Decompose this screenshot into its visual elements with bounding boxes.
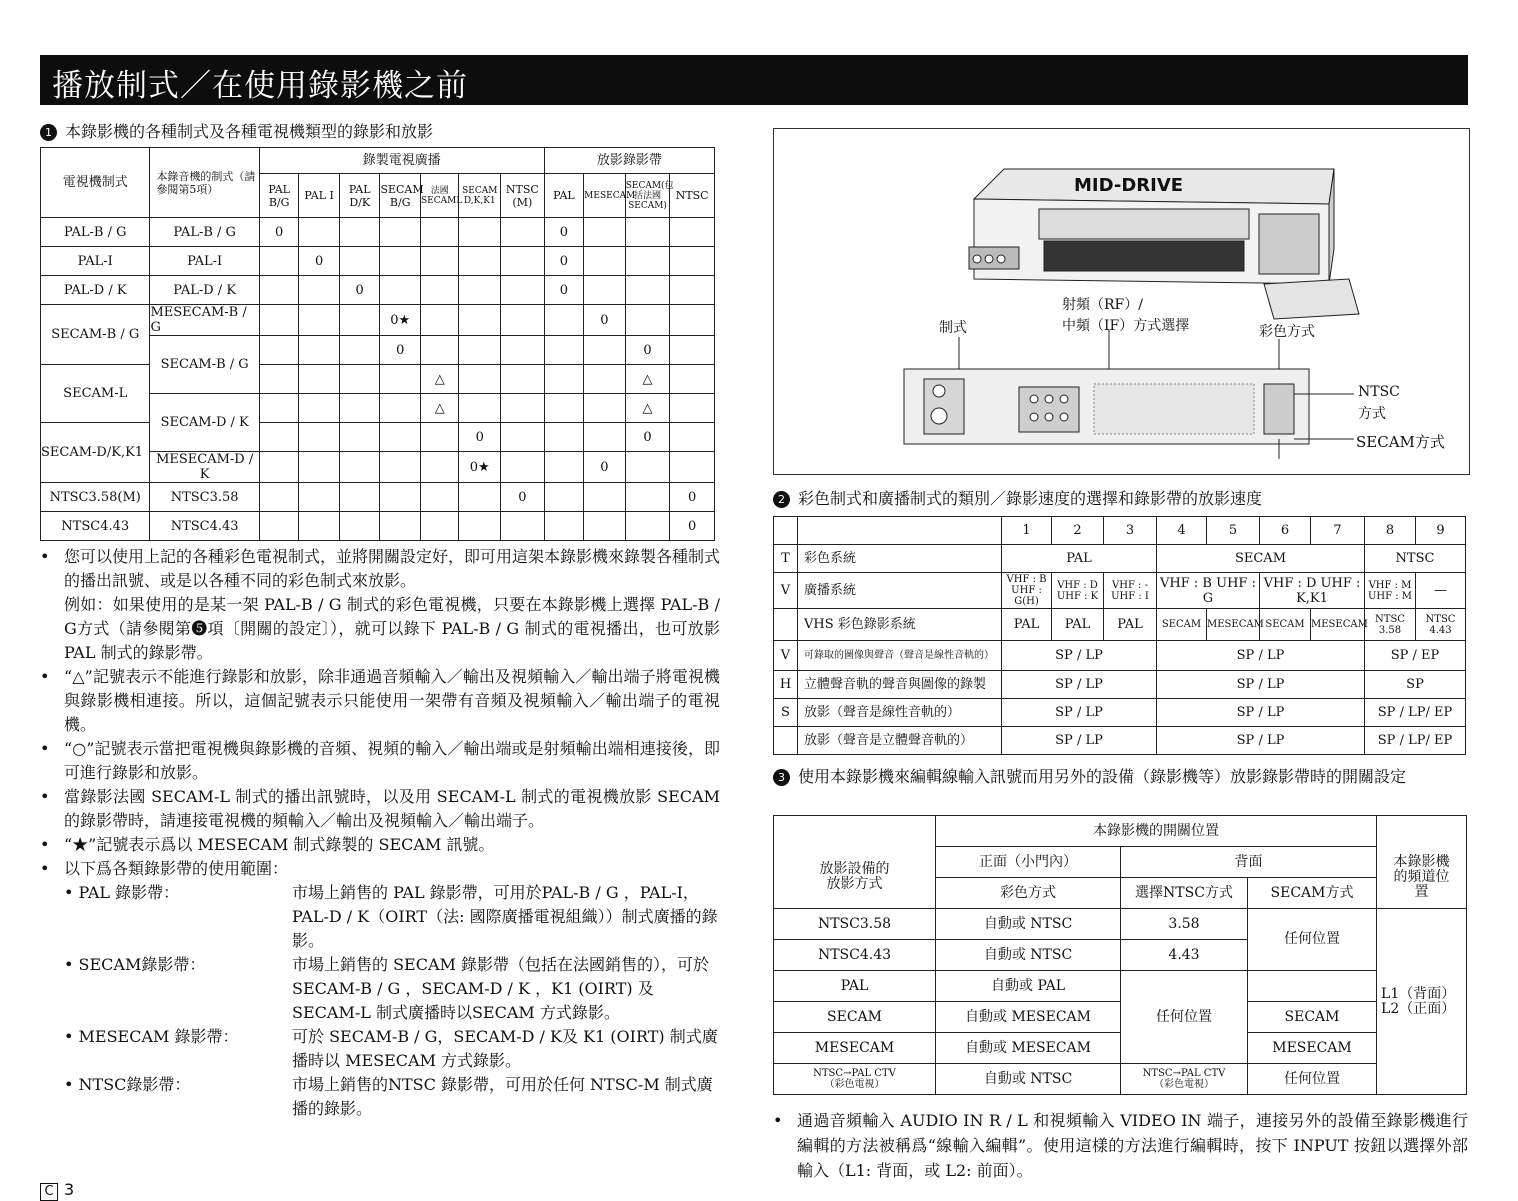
row-label: 廣播系統	[798, 573, 1002, 609]
col-num: 1	[1002, 517, 1052, 545]
col-num: 6	[1260, 517, 1311, 545]
speed-cell: SP / EP	[1365, 641, 1466, 671]
tv-label: SECAM-B / G	[41, 305, 150, 365]
ntsc-cell: NTSC→PAL CTV（彩色電視）	[1121, 1064, 1248, 1095]
vhs-cell: PAL	[1104, 609, 1157, 641]
tape-item	[64, 1025, 720, 1073]
list-item: • “○”記號表示當把電視機與錄影機的音頻、視頻的輸入／輸出端或是射頻輸出端相連接後，即可進行錄影和放影。	[40, 737, 720, 785]
tv-label: SECAM-L	[41, 365, 150, 423]
col-header: SECAM D,K,K1	[459, 174, 501, 218]
side-label: T	[774, 545, 798, 573]
row-label: 可錄取的圖像與聲音（聲音是線性音軌的）	[798, 641, 1002, 671]
color-cell: 自動或 PAL	[936, 971, 1121, 1002]
speed-cell: SP / LP	[1157, 671, 1365, 699]
tape-label: • SECAM錄影帶：	[64, 955, 206, 974]
channel-cell	[1377, 909, 1467, 1095]
tape-text: 市場上銷售的NTSC 錄影帶，可用於任何 NTSC-M 制式廣播的錄影。	[292, 1075, 713, 1118]
speed-cell: SP	[1365, 671, 1466, 699]
vcr-label: NTSC4.43	[150, 512, 259, 541]
vhs-cell: SECAM	[1157, 609, 1207, 641]
header-color: 彩色方式	[936, 878, 1121, 909]
list-item: • 通過音頻輸入 AUDIO IN R / L 和視頻輸入 VIDEO IN 端子，連接另外的設備至錄影機進行編輯的方法被稱爲“線輸入編輯”。使用這樣的方法進行編輯時，按下 INPUT 按鈕以選擇外部輸入（L1: 背面，或 L2: 前面）。	[773, 1108, 1468, 1183]
broadcast-cell: VHF : B UHF : G(H)	[1002, 573, 1052, 609]
mark: 0	[625, 336, 670, 365]
page-box: C	[40, 1183, 58, 1201]
label-ntsc: NTSC	[1358, 384, 1400, 400]
vhs-cell: MESECAM	[1207, 609, 1260, 641]
notes-list	[40, 545, 720, 1121]
section-number: 1	[40, 124, 57, 141]
mark: 0★	[459, 452, 501, 483]
broadcast-cell: VHF : B UHF : G	[1157, 573, 1260, 609]
mark: 0★	[380, 305, 421, 336]
color-system: SECAM	[1157, 545, 1365, 573]
vcr-figure	[773, 128, 1470, 475]
vcr-label: PAL-D / K	[150, 276, 259, 305]
mode-cell: SECAM	[774, 1002, 936, 1033]
list-item: • “★”記號表示爲以 MESECAM 制式錄製的 SECAM 訊號。	[40, 833, 720, 857]
mark: 0	[670, 483, 715, 512]
header-back: 背面	[1121, 847, 1377, 878]
mark: 0	[544, 276, 584, 305]
col-num: 5	[1207, 517, 1260, 545]
line-input-note	[773, 1108, 1468, 1183]
secam-cell: MESECAM	[1248, 1033, 1377, 1064]
col-header: MESECAM	[584, 174, 626, 218]
channel-l1: L1（背面）	[1381, 985, 1456, 1002]
row-label: 立體聲音軌的聲音與圖像的錄製	[798, 671, 1002, 699]
mark: △	[625, 365, 670, 394]
page-num-text: 3	[64, 1180, 75, 1199]
color-cell: 自動或 MESECAM	[936, 1033, 1121, 1064]
vcr-label: SECAM-D / K	[150, 394, 259, 452]
mode-cell: PAL	[774, 971, 936, 1002]
tape-label: • NTSC錄影帶：	[64, 1075, 191, 1094]
mark: △	[420, 365, 459, 394]
speed-cell: SP / LP	[1157, 641, 1365, 671]
row-label: 彩色系統	[798, 545, 1002, 573]
row-label: 放影（聲音是立體聲音軌的）	[798, 727, 1002, 755]
color-cell: 自動或 NTSC	[936, 940, 1121, 971]
mark: 0	[459, 423, 501, 452]
brand-logo: MID-DRIVE	[1074, 175, 1184, 196]
section-title: 使用本錄影機來編輯線輸入訊號而用另外的設備（錄影機等）放影錄影帶時的開關設定	[798, 767, 1407, 786]
vcr-label: MESECAM-B / G	[150, 305, 259, 336]
section2-heading	[773, 489, 1262, 509]
tape-text: 可於 SECAM-B / G，SECAM-D / K及 K1 (OIRT) 制式廣播時以 MESECAM 方式錄影。	[292, 1027, 718, 1070]
label-rf: 射頻（RF）/	[1062, 297, 1143, 313]
speed-cell: SP / LP	[1157, 727, 1365, 755]
mark: 0	[670, 512, 715, 541]
mark: △	[420, 394, 459, 423]
row-label: VHS 彩色錄影系統	[798, 609, 1002, 641]
col-header: PAL D/K	[339, 174, 380, 218]
header-front: 正面（小門內）	[936, 847, 1121, 878]
side-label: S	[774, 699, 798, 727]
mode-cell: NTSC→PAL CTV（彩色電視）	[774, 1064, 936, 1095]
list-item	[40, 545, 720, 665]
section-number: 2	[773, 491, 790, 508]
header-play: 放影錄影帶	[544, 148, 714, 174]
col-header: 法國SECAML	[420, 174, 459, 218]
vcr-label: SECAM-B / G	[150, 336, 259, 394]
col-num: 2	[1052, 517, 1104, 545]
system-table	[40, 147, 715, 541]
col-num: 3	[1104, 517, 1157, 545]
mark: 0	[339, 276, 380, 305]
col-header: NTSC (M)	[501, 174, 545, 218]
header-ntsc: 選擇NTSC方式	[1121, 878, 1248, 909]
ntsc-cell: 3.58	[1121, 909, 1248, 940]
col-header: NTSC	[670, 174, 715, 218]
vcr-label: PAL-B / G	[150, 218, 259, 247]
list-item: • 當錄影法國 SECAM-L 制式的播出訊號時，以及用 SECAM-L 制式的電視機放影 SECAM 的錄影帶時，請連接電視機的頻輸入／輸出及視頻輸入／輸出端子。	[40, 785, 720, 833]
section3-heading	[773, 764, 1468, 790]
col-header: SECAM(包括法國SECAM)	[625, 174, 670, 218]
page-number	[40, 1180, 74, 1201]
broadcast-cell: —	[1416, 573, 1466, 609]
vhs-cell: PAL	[1002, 609, 1052, 641]
side-label: V	[774, 641, 798, 671]
mark: 0	[584, 452, 626, 483]
header-channel: 本錄影機的頻道位置	[1377, 847, 1467, 909]
tape-label: • MESECAM 錄影帶：	[64, 1027, 239, 1046]
label-color: 彩色方式	[1259, 324, 1315, 340]
vcr-label: NTSC3.58	[150, 483, 259, 512]
color-cell: 自動或 MESECAM	[936, 1002, 1121, 1033]
broadcast-cell: VHF : - UHF : I	[1104, 573, 1157, 609]
secam-cell: 任何位置	[1248, 909, 1377, 971]
mark: 0	[544, 218, 584, 247]
speed-cell: SP / LP/ EP	[1365, 727, 1466, 755]
col-num: 7	[1311, 517, 1365, 545]
mode-cell: MESECAM	[774, 1033, 936, 1064]
col-header: PAL I	[299, 174, 340, 218]
title-bar	[40, 55, 1468, 105]
label-system: 制式	[939, 320, 967, 336]
secam-cell: SECAM	[1248, 1002, 1377, 1033]
vhs-cell: NTSC 4.43	[1416, 609, 1466, 641]
row-label: 放影（聲音是線性音軌的）	[798, 699, 1002, 727]
mark: 0	[259, 218, 299, 247]
ntsc-cell: 任何位置	[1121, 971, 1248, 1064]
vhs-cell: MESECAM	[1311, 609, 1365, 641]
channel-l2: L2（正面）	[1381, 1000, 1456, 1017]
list-item: • “△”記號表示不能進行錄影和放影，除非通過音頻輸入／輸出及視頻輸入／輸出端子將電視機與錄影機相連接。所以，這個記號表示只能使用一架帶有音頻及視頻輸入／輸出端子的電視機。	[40, 665, 720, 737]
color-system: NTSC	[1365, 545, 1466, 573]
vcr-label: PAL-I	[150, 247, 259, 276]
speed-cell: SP / LP	[1002, 727, 1157, 755]
tape-item	[64, 1073, 720, 1121]
col-header: SECAM B/G	[380, 174, 421, 218]
mark: 0	[584, 305, 626, 336]
header-tv: 電視機制式	[41, 148, 150, 218]
vhs-cell: SECAM	[1260, 609, 1311, 641]
label-if: 中頻（IF）方式選擇	[1062, 318, 1190, 334]
section-title: 本錄影機的各種制式及各種電視機類型的錄影和放影	[65, 122, 434, 141]
side-label: V	[774, 573, 798, 609]
header-record: 錄製電視廣播	[259, 148, 544, 174]
col-header: PAL B/G	[259, 174, 299, 218]
tape-text: 市場上銷售的 PAL 錄影帶，可用於PAL-B / G ，PAL-I，PAL-D / K（OIRT（法: 國際廣播電視組織））制式廣播的錄影。	[292, 883, 718, 950]
header-switch: 本錄影機的開關位置	[936, 816, 1377, 847]
secam-cell: 任何位置	[1248, 1064, 1377, 1095]
tv-label: PAL-I	[41, 247, 150, 276]
speed-cell: SP / LP	[1157, 699, 1365, 727]
header-vcr: 本錄音機的制式（請參閱第5項）	[150, 148, 259, 218]
section-number: 3	[773, 769, 790, 786]
tape-item	[64, 881, 720, 953]
speed-cell: SP / LP	[1002, 671, 1157, 699]
ntsc-cell: 4.43	[1121, 940, 1248, 971]
mark: 0	[544, 247, 584, 276]
tape-text: 市場上銷售的 SECAM 錄影帶（包括在法國銷售的），可於 SECAM-B / G ，SECAM-D / K ，K1 (OIRT) 及 SECAM-L 制式廣播時以SECAM 方式錄影。	[292, 955, 709, 1022]
mark: 0	[299, 247, 340, 276]
tape-item	[64, 953, 720, 1025]
mode-cell: NTSC4.43	[774, 940, 936, 971]
header-mode: 放影設備的放影方式	[774, 847, 936, 909]
broadcast-cell: VHF : M UHF : M	[1365, 573, 1416, 609]
broadcast-cell: VHF : D UHF : K	[1052, 573, 1104, 609]
color-cell: 自動或 NTSC	[936, 1064, 1121, 1095]
edit-table	[773, 815, 1467, 1095]
tv-label: PAL-D / K	[41, 276, 150, 305]
label-secam: SECAM方式	[1356, 433, 1445, 451]
tv-label: SECAM-D/K,K1	[41, 423, 150, 483]
col-num: 9	[1416, 517, 1466, 545]
side-label: H	[774, 671, 798, 699]
label-ntsc-mode: 方式	[1358, 406, 1386, 422]
speed-cell: SP / LP	[1002, 699, 1157, 727]
tape-label: • PAL 錄影帶：	[64, 883, 180, 902]
mode-cell: NTSC3.58	[774, 909, 936, 940]
mark: 0	[380, 336, 421, 365]
speed-cell: SP / LP/ EP	[1365, 699, 1466, 727]
speed-table	[773, 516, 1466, 755]
vhs-cell: PAL	[1052, 609, 1104, 641]
color-cell: 自動或 NTSC	[936, 909, 1121, 940]
col-num: 8	[1365, 517, 1416, 545]
note-text: 例如：如果使用的是某一架 PAL-B / G 制式的彩色電視機，只要在本錄影機上選擇 PAL-B / G方式（請參閱第❺項〔開關的設定〕），就可以錄下 PAL-B / G 制式的電視播出，也可放影 PAL 制式的錄影帶。	[64, 595, 720, 662]
speed-cell: SP / LP	[1002, 641, 1157, 671]
mark: 0	[501, 483, 545, 512]
section-title: 彩色制式和廣播制式的類別／錄影速度的選擇和錄影帶的放影速度	[798, 489, 1263, 508]
col-header: PAL	[544, 174, 584, 218]
header-secam: SECAM方式	[1248, 878, 1377, 909]
broadcast-cell: VHF : D UHF : K,K1	[1260, 573, 1365, 609]
col-num: 4	[1157, 517, 1207, 545]
vcr-label: MESECAM-D / K	[150, 452, 259, 483]
tv-label: NTSC3.58(M)	[41, 483, 150, 512]
vhs-cell: NTSC 3.58	[1365, 609, 1416, 641]
page-title: 播放制式／在使用錄影機之前	[52, 68, 468, 104]
tv-label: NTSC4.43	[41, 512, 150, 541]
mark: 0	[625, 423, 670, 452]
color-system: PAL	[1002, 545, 1157, 573]
list-item: • 以下爲各類錄影帶的使用範圍：	[40, 857, 720, 881]
note-text: • 您可以使用上記的各種彩色電視制式，並將開關設定好，即可用這架本錄影機來錄製各種制式的播出訊號、或是以各種不同的彩色制式來放影。	[64, 547, 721, 590]
section1-heading	[40, 122, 433, 142]
mark: △	[625, 394, 670, 423]
tv-label: PAL-B / G	[41, 218, 150, 247]
